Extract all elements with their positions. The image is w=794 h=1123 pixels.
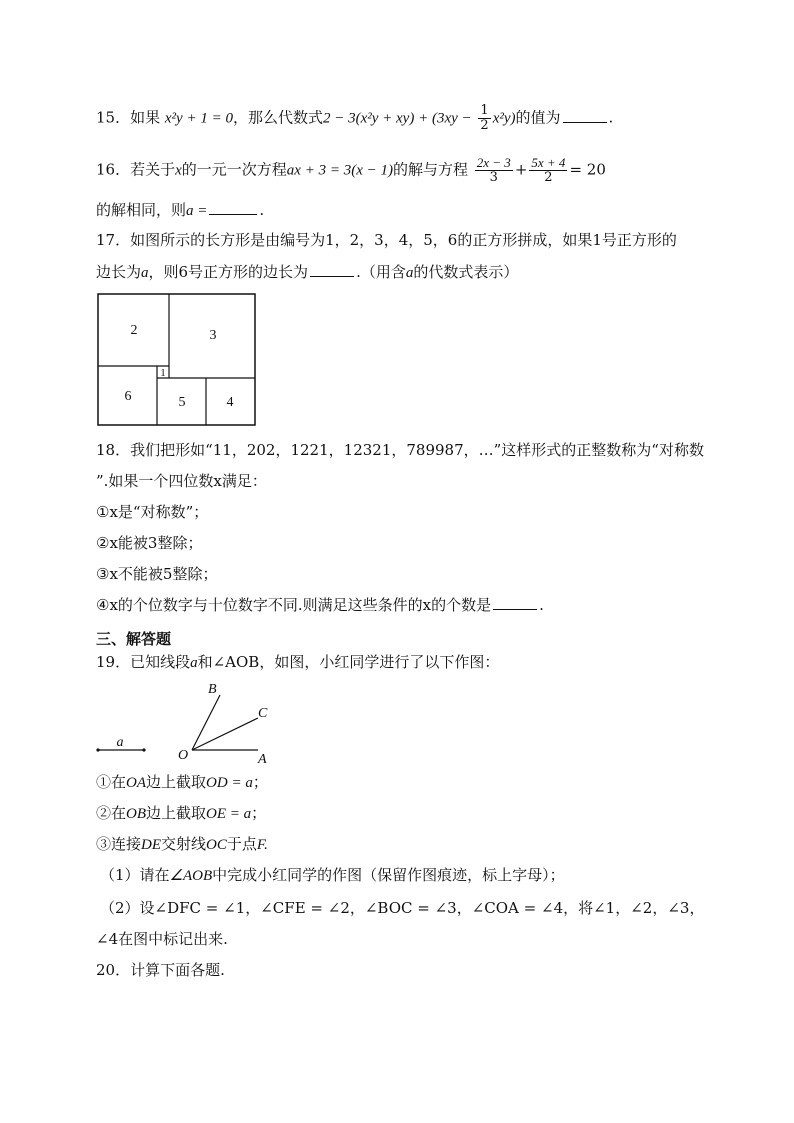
square-3-label: 3 (209, 328, 217, 343)
label-B: B (208, 682, 217, 697)
section-title (96, 628, 171, 650)
q15-fraction-num: 1 (480, 103, 489, 118)
q17-line2-a: 边长为 (96, 263, 142, 281)
q15-fraction-den: 2 (480, 118, 489, 133)
q18-cond4-text: ④x的个位数字与十位数字不同.则满足这些条件的x的个数是 (96, 596, 492, 614)
label-a: a (116, 735, 124, 750)
q15-text: 如果 (130, 108, 161, 127)
q19-part1-b: ∠AOB (169, 868, 213, 884)
q15-answer-blank[interactable] (563, 108, 607, 123)
q18-line2: ”.如果一个四位数x满足： (96, 472, 267, 490)
question-17-line-2 (96, 261, 518, 284)
square-4-label: 4 (226, 395, 234, 410)
q19-step1-b: OA (126, 775, 147, 791)
q19-part1-c: 中完成小红同学的作图（保留作图痕迹，标上字母）； (212, 866, 565, 884)
q19-step3-f: F. (256, 837, 268, 853)
q16-f2-num: 5x + 4 (531, 155, 566, 170)
q16-f2-den: 2 (544, 170, 553, 185)
q17-line2-c: .（用含 (356, 263, 406, 281)
q19-part2-line2: ∠4在图中标记出来. (96, 930, 228, 948)
q19-step1-e: ； (252, 773, 268, 791)
q19-part-2 (100, 897, 704, 919)
ray-OC (192, 718, 258, 750)
q19-part1-a: （1）请在 (100, 866, 170, 884)
q19-step3-a: ③连接 (96, 835, 142, 853)
question-18-line-2 (96, 470, 267, 492)
q17-squares-figure (96, 292, 258, 428)
q16-f1-den: 3 (489, 170, 498, 185)
q17-var-2: a (405, 265, 414, 281)
q16-f1-num: 2x − 3 (476, 155, 511, 170)
label-A: A (258, 752, 267, 766)
q16-line2-var: a = (186, 203, 208, 219)
q16-fraction-2 (529, 156, 567, 185)
q15-condition: x²y + 1 = 0 (164, 110, 233, 127)
q19-step2-e: ； (251, 804, 267, 822)
q19-line1-b: 和∠AOB，如图，小红同学进行了以下作图： (197, 653, 500, 671)
q19-step3-e: 于点 (226, 835, 257, 853)
q17-line2-d: 的代数式表示） (413, 263, 519, 281)
q18-condition-4 (96, 594, 544, 616)
q16-rhs: = 20 (569, 160, 606, 179)
q16-text-c: 的解与方程 (392, 160, 468, 179)
q16-text: 若关于 (130, 160, 176, 179)
question-18 (96, 439, 704, 461)
square-1-label: 1 (160, 367, 166, 379)
q19-step-3 (96, 833, 268, 856)
q17-line2-b: ，则6号正方形的边长为 (148, 263, 309, 281)
q15-end: . (608, 108, 614, 127)
q19-step1-d: OD = a (206, 775, 253, 791)
q19-var: a (190, 655, 198, 671)
q16-var: x (175, 162, 182, 179)
q18-cond3-text: ③x不能被5整除； (96, 565, 218, 583)
q18-end: . (539, 596, 544, 614)
q18-cond1-text: ①x是“对称数”； (96, 503, 209, 521)
q19-angle-figure (92, 680, 292, 766)
q18-line1: 18．我们把形如“11，202，1221，12321，789987，…”这样形式的正整数称为“对称数 (96, 441, 704, 459)
q20-text: 20．计算下面各题. (96, 961, 225, 979)
square-2-label: 2 (130, 323, 138, 338)
q19-step2-d: OE = a (206, 806, 252, 822)
q16-text-b: 的一元一次方程 (181, 160, 287, 179)
q15-number: 15． (96, 108, 131, 127)
question-16-line-2 (96, 199, 264, 222)
q17-answer-blank[interactable] (310, 262, 354, 277)
q15-fraction (478, 104, 490, 133)
q19-step2-a: ②在 (96, 804, 127, 822)
q16-answer-blank[interactable] (209, 200, 257, 215)
q17-line1: 17．如图所示的长方形是由编号为1，2，3，4，5，6的正方形拼成，如果1号正方形的 (96, 231, 677, 249)
q19-step3-b: DE (141, 837, 162, 853)
square-5-label: 5 (178, 395, 186, 410)
q18-condition-3 (96, 563, 217, 585)
q19-step3-d: OC (206, 837, 227, 853)
q18-cond2-text: ②x能被3整除； (96, 534, 203, 552)
ray-OB (192, 695, 220, 750)
q16-plus: + (514, 160, 528, 179)
q19-step-2 (96, 802, 266, 825)
q19-part-2-line-2 (96, 928, 228, 950)
q19-step3-c: 交射线 (161, 835, 207, 853)
q16-number: 16． (96, 160, 131, 179)
question-17 (96, 229, 677, 251)
section-3-title: 三、解答题 (96, 630, 172, 648)
q16-line2-text: 的解相同，则 (96, 201, 187, 219)
q18-condition-2 (96, 532, 202, 554)
label-O: O (178, 748, 189, 763)
q19-line1-a: 19．已知线段 (96, 653, 191, 671)
q19-step-1 (96, 771, 268, 794)
question-15 (96, 104, 613, 133)
q15-text-b: ，那么代数式 (232, 108, 323, 127)
question-20 (96, 959, 225, 981)
q16-equation: ax + 3 = 3(x − 1) (286, 162, 393, 179)
q19-step2-c: 边上截取 (146, 804, 207, 822)
q15-expression-a: 2 − 3(x²y + xy) + (3xy − (322, 110, 472, 127)
q19-step2-b: OB (126, 806, 147, 822)
q18-condition-1 (96, 501, 208, 523)
q17-var: a (141, 265, 149, 281)
square-6-label: 6 (124, 389, 132, 404)
label-C: C (258, 706, 268, 721)
q19-part-1 (100, 864, 565, 887)
q16-end: . (259, 201, 265, 219)
question-19 (96, 651, 499, 674)
q19-step1-a: ①在 (96, 773, 127, 791)
question-16 (96, 156, 606, 185)
q19-step1-c: 边上截取 (146, 773, 207, 791)
q15-expression-b: x²y) (492, 110, 516, 127)
q19-part2-line1: （2）设∠DFC = ∠1，∠CFE = ∠2，∠BOC = ∠3，∠COA = ∠4，将∠1，∠2，∠3， (100, 899, 705, 917)
q18-answer-blank[interactable] (493, 595, 537, 610)
q15-text-c: 的值为 (515, 108, 561, 127)
q16-fraction-1 (475, 156, 513, 185)
